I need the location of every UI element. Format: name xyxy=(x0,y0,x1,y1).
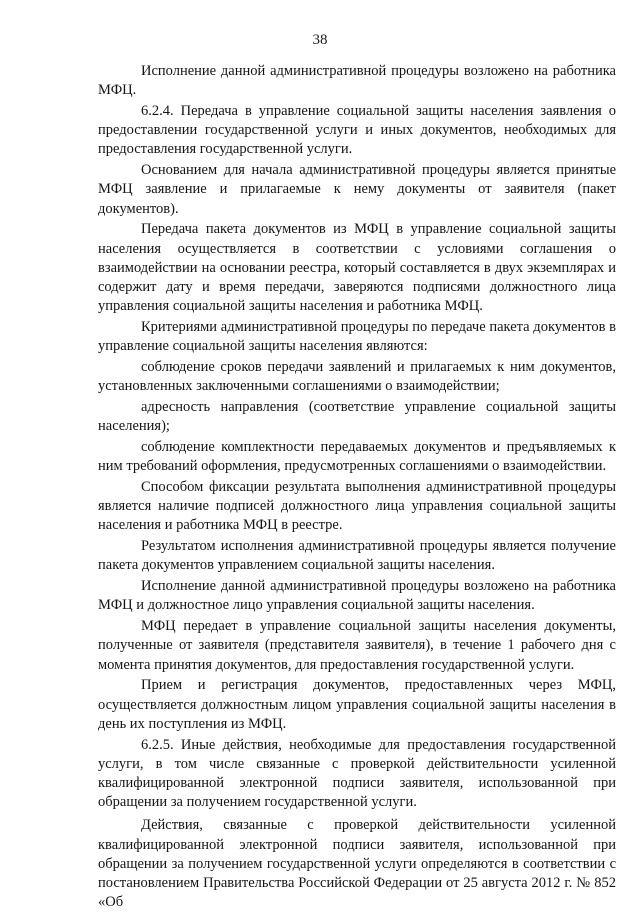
paragraph: 6.2.5. Иные действия, необходимые для предоставления государственной услуги, в том числе связанные с проверкой действительности усиленной квалифицированной электронной подписи заявителя, использованной при обращении за получением государственной услуги. xyxy=(98,736,616,811)
paragraph: Результатом исполнения административной процедуры является получение пакета документов управлением социальной защиты населения. xyxy=(98,538,616,574)
paragraph: Критериями административной процедуры по передаче пакета документов в управление социальной защиты населения являются: xyxy=(98,319,616,355)
paragraph: Исполнение данной административной процедуры возложено на работника МФЦ. xyxy=(98,63,616,99)
page-number: 38 xyxy=(312,32,328,48)
paragraph: Исполнение данной административной процедуры возложено на работника МФЦ и должностное лицо управления социальной защиты населения. xyxy=(98,578,616,614)
document-body xyxy=(98,62,616,914)
paragraph: соблюдение сроков передачи заявлений и прилагаемых к ним документов, установленных заключенными соглашениями о взаимодействии; xyxy=(98,359,616,395)
paragraph: 6.2.4. Передача в управление социальной защиты населения заявления о предоставлении государственной услуги и иных документов, необходимых для предоставления государственной услуги. xyxy=(98,103,616,158)
paragraph: Способом фиксации результата выполнения административной процедуры является наличие подписей должностного лица управления социальной защиты населения и работника МФЦ в реестре. xyxy=(98,479,616,534)
paragraph: Основанием для начала административной процедуры является принятые МФЦ заявление и прилагаемые к нему документы от заявителя (пакет документов). xyxy=(98,162,616,217)
paragraph: Прием и регистрация документов, предоставленных через МФЦ, осуществляется должностным лицом управления социальной защиты населения в день их поступления из МФЦ. xyxy=(98,677,616,732)
paragraph: Действия, связанные с проверкой действительности усиленной квалифицированной электронной подписи заявителя, использованной при обращении за получением государственной услуги определяются в соответствии с постановлением Правительства Российской Федерации от 25 августа 2012 г. № 852 «Об xyxy=(98,817,616,911)
paragraph: Передача пакета документов из МФЦ в управление социальной защиты населения осуществляется в соответствии с условиями соглашения о взаимодействии на основании реестра, который составляется в двух экземплярах и содержит дату и время передачи, заверяются подписями должностного лица управления социальной защиты населения и работника МФЦ. xyxy=(98,221,616,315)
paragraph: соблюдение комплектности передаваемых документов и предъявляемых к ним требований оформления, предусмотренных соглашениями о взаимодействии. xyxy=(98,439,616,475)
paragraph: адресность направления (соответствие управление социальной защиты населения); xyxy=(98,399,616,435)
paragraph: МФЦ передает в управление социальной защиты населения документы, полученные от заявителя (представителя заявителя), в течение 1 рабочего дня с момента принятия документов, для предоставления государственной услуги. xyxy=(98,618,616,673)
